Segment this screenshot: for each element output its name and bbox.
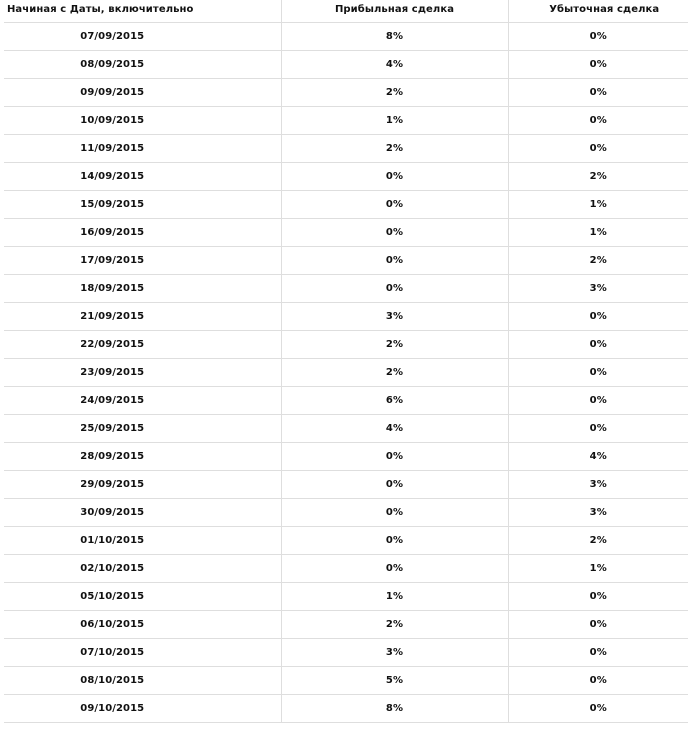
profit-cell: 1% [281, 582, 508, 610]
table-row [4, 330, 688, 358]
loss-cell: 0% [508, 134, 688, 162]
table-row [4, 554, 688, 582]
date-cell: 23/09/2015 [4, 358, 281, 386]
table-row [4, 442, 688, 470]
profit-cell: 0% [281, 526, 508, 554]
date-cell: 15/09/2015 [4, 190, 281, 218]
loss-cell: 0% [508, 330, 688, 358]
table-row [4, 162, 688, 190]
loss-cell: 0% [508, 582, 688, 610]
profit-cell: 2% [281, 610, 508, 638]
date-cell: 02/10/2015 [4, 554, 281, 582]
loss-cell: 0% [508, 638, 688, 666]
table-row [4, 78, 688, 106]
table-body [4, 22, 688, 722]
profit-cell: 6% [281, 386, 508, 414]
table-row [4, 302, 688, 330]
loss-cell: 3% [508, 498, 688, 526]
table-row [4, 190, 688, 218]
table-row [4, 666, 688, 694]
table-row [4, 414, 688, 442]
table-row [4, 582, 688, 610]
date-cell: 07/09/2015 [4, 22, 281, 50]
loss-cell: 0% [508, 666, 688, 694]
loss-column-header: Убыточная сделка [508, 0, 688, 22]
table-row [4, 50, 688, 78]
loss-cell: 0% [508, 22, 688, 50]
profit-cell: 2% [281, 78, 508, 106]
table-row [4, 694, 688, 722]
date-cell: 07/10/2015 [4, 638, 281, 666]
loss-cell: 0% [508, 386, 688, 414]
table-row [4, 638, 688, 666]
loss-cell: 0% [508, 78, 688, 106]
table-header-row [4, 0, 688, 22]
profit-cell: 8% [281, 22, 508, 50]
date-cell: 05/10/2015 [4, 582, 281, 610]
date-cell: 10/09/2015 [4, 106, 281, 134]
profit-cell: 2% [281, 134, 508, 162]
date-cell: 24/09/2015 [4, 386, 281, 414]
date-cell: 25/09/2015 [4, 414, 281, 442]
table-row [4, 610, 688, 638]
date-cell: 09/09/2015 [4, 78, 281, 106]
loss-cell: 0% [508, 358, 688, 386]
date-cell: 18/09/2015 [4, 274, 281, 302]
loss-cell: 1% [508, 190, 688, 218]
loss-cell: 0% [508, 50, 688, 78]
profit-cell: 0% [281, 498, 508, 526]
loss-cell: 2% [508, 246, 688, 274]
loss-cell: 1% [508, 554, 688, 582]
date-column-header: Начиная с Даты, включительно [4, 0, 281, 22]
loss-cell: 0% [508, 694, 688, 722]
profit-cell: 0% [281, 246, 508, 274]
date-cell: 16/09/2015 [4, 218, 281, 246]
date-cell: 08/10/2015 [4, 666, 281, 694]
profit-cell: 8% [281, 694, 508, 722]
loss-cell: 0% [508, 610, 688, 638]
date-cell: 06/10/2015 [4, 610, 281, 638]
table-row [4, 246, 688, 274]
profit-cell: 0% [281, 470, 508, 498]
date-cell: 14/09/2015 [4, 162, 281, 190]
table-row [4, 134, 688, 162]
profit-column-header: Прибыльная сделка [281, 0, 508, 22]
date-cell: 28/09/2015 [4, 442, 281, 470]
profit-cell: 1% [281, 106, 508, 134]
date-cell: 11/09/2015 [4, 134, 281, 162]
profit-cell: 4% [281, 414, 508, 442]
loss-cell: 0% [508, 106, 688, 134]
profit-cell: 0% [281, 162, 508, 190]
table-row [4, 358, 688, 386]
loss-cell: 3% [508, 470, 688, 498]
date-cell: 08/09/2015 [4, 50, 281, 78]
date-cell: 17/09/2015 [4, 246, 281, 274]
profit-cell: 4% [281, 50, 508, 78]
loss-cell: 0% [508, 414, 688, 442]
table-row [4, 386, 688, 414]
loss-cell: 4% [508, 442, 688, 470]
trade-results-table [4, 0, 688, 723]
loss-cell: 1% [508, 218, 688, 246]
profit-cell: 5% [281, 666, 508, 694]
table-row [4, 470, 688, 498]
date-cell: 22/09/2015 [4, 330, 281, 358]
profit-cell: 0% [281, 442, 508, 470]
profit-cell: 0% [281, 218, 508, 246]
profit-cell: 3% [281, 302, 508, 330]
profit-cell: 3% [281, 638, 508, 666]
profit-cell: 0% [281, 274, 508, 302]
table-row [4, 22, 688, 50]
loss-cell: 2% [508, 162, 688, 190]
date-cell: 30/09/2015 [4, 498, 281, 526]
loss-cell: 2% [508, 526, 688, 554]
profit-cell: 0% [281, 190, 508, 218]
date-cell: 09/10/2015 [4, 694, 281, 722]
table-row [4, 498, 688, 526]
date-cell: 01/10/2015 [4, 526, 281, 554]
profit-cell: 2% [281, 330, 508, 358]
table-row [4, 526, 688, 554]
loss-cell: 0% [508, 302, 688, 330]
table-row [4, 274, 688, 302]
date-cell: 29/09/2015 [4, 470, 281, 498]
profit-cell: 0% [281, 554, 508, 582]
date-cell: 21/09/2015 [4, 302, 281, 330]
loss-cell: 3% [508, 274, 688, 302]
table-row [4, 218, 688, 246]
table-row [4, 106, 688, 134]
profit-cell: 2% [281, 358, 508, 386]
